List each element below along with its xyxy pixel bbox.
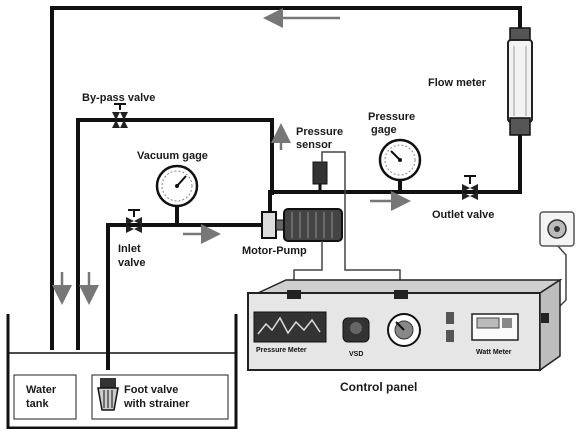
- vacuum-gage-icon: [157, 166, 197, 206]
- pressure-meter-label: Pressure Meter: [256, 347, 307, 354]
- vsd-label: VSD: [349, 351, 364, 358]
- inlet-valve-label-2: valve: [118, 257, 146, 269]
- pressure-sensor-label-2: sensor: [296, 139, 333, 151]
- pressure-sensor: [313, 152, 345, 192]
- flow-meter-label: Flow meter: [428, 77, 487, 89]
- pressure-gage-label-1: Pressure: [368, 111, 416, 123]
- vsd-unit: [343, 318, 369, 342]
- foot-valve-label-1: Foot valve: [124, 384, 179, 396]
- vsd-dial-icon: [388, 314, 420, 346]
- vacuum-gage-label: Vacuum gage: [137, 150, 208, 162]
- motor-pump-icon: [262, 209, 342, 241]
- pressure-gage-icon: [380, 140, 420, 180]
- water-tank-label-1: Water: [26, 384, 57, 396]
- pressure-sensor-label-1: Pressure: [296, 126, 344, 138]
- water-tank: [8, 314, 236, 428]
- outlet-valve-label: Outlet valve: [432, 209, 495, 221]
- bypass-valve-icon: [112, 104, 128, 128]
- wall-socket-icon: [540, 212, 574, 246]
- flow-arrows: [62, 18, 406, 300]
- water-tank-label-2: tank: [26, 398, 49, 410]
- motor-pump-label: Motor-Pump: [242, 245, 307, 257]
- foot-valve-label-2: with strainer: [124, 398, 190, 410]
- foot-valve-strainer-icon: [98, 378, 118, 410]
- bypass-valve-label: By-pass valve: [82, 92, 156, 104]
- pressure-meter-display: [254, 312, 326, 342]
- watt-meter-display: [472, 314, 518, 340]
- control-panel-label: Control panel: [340, 380, 418, 394]
- watt-meter-label: Watt Meter: [476, 349, 512, 356]
- inlet-valve-icon: [126, 210, 142, 233]
- flow-meter: [508, 28, 532, 135]
- inlet-valve-label-1: Inlet: [118, 243, 141, 255]
- outlet-valve-icon: [462, 176, 478, 200]
- pressure-gage-label-2: gage: [371, 124, 397, 136]
